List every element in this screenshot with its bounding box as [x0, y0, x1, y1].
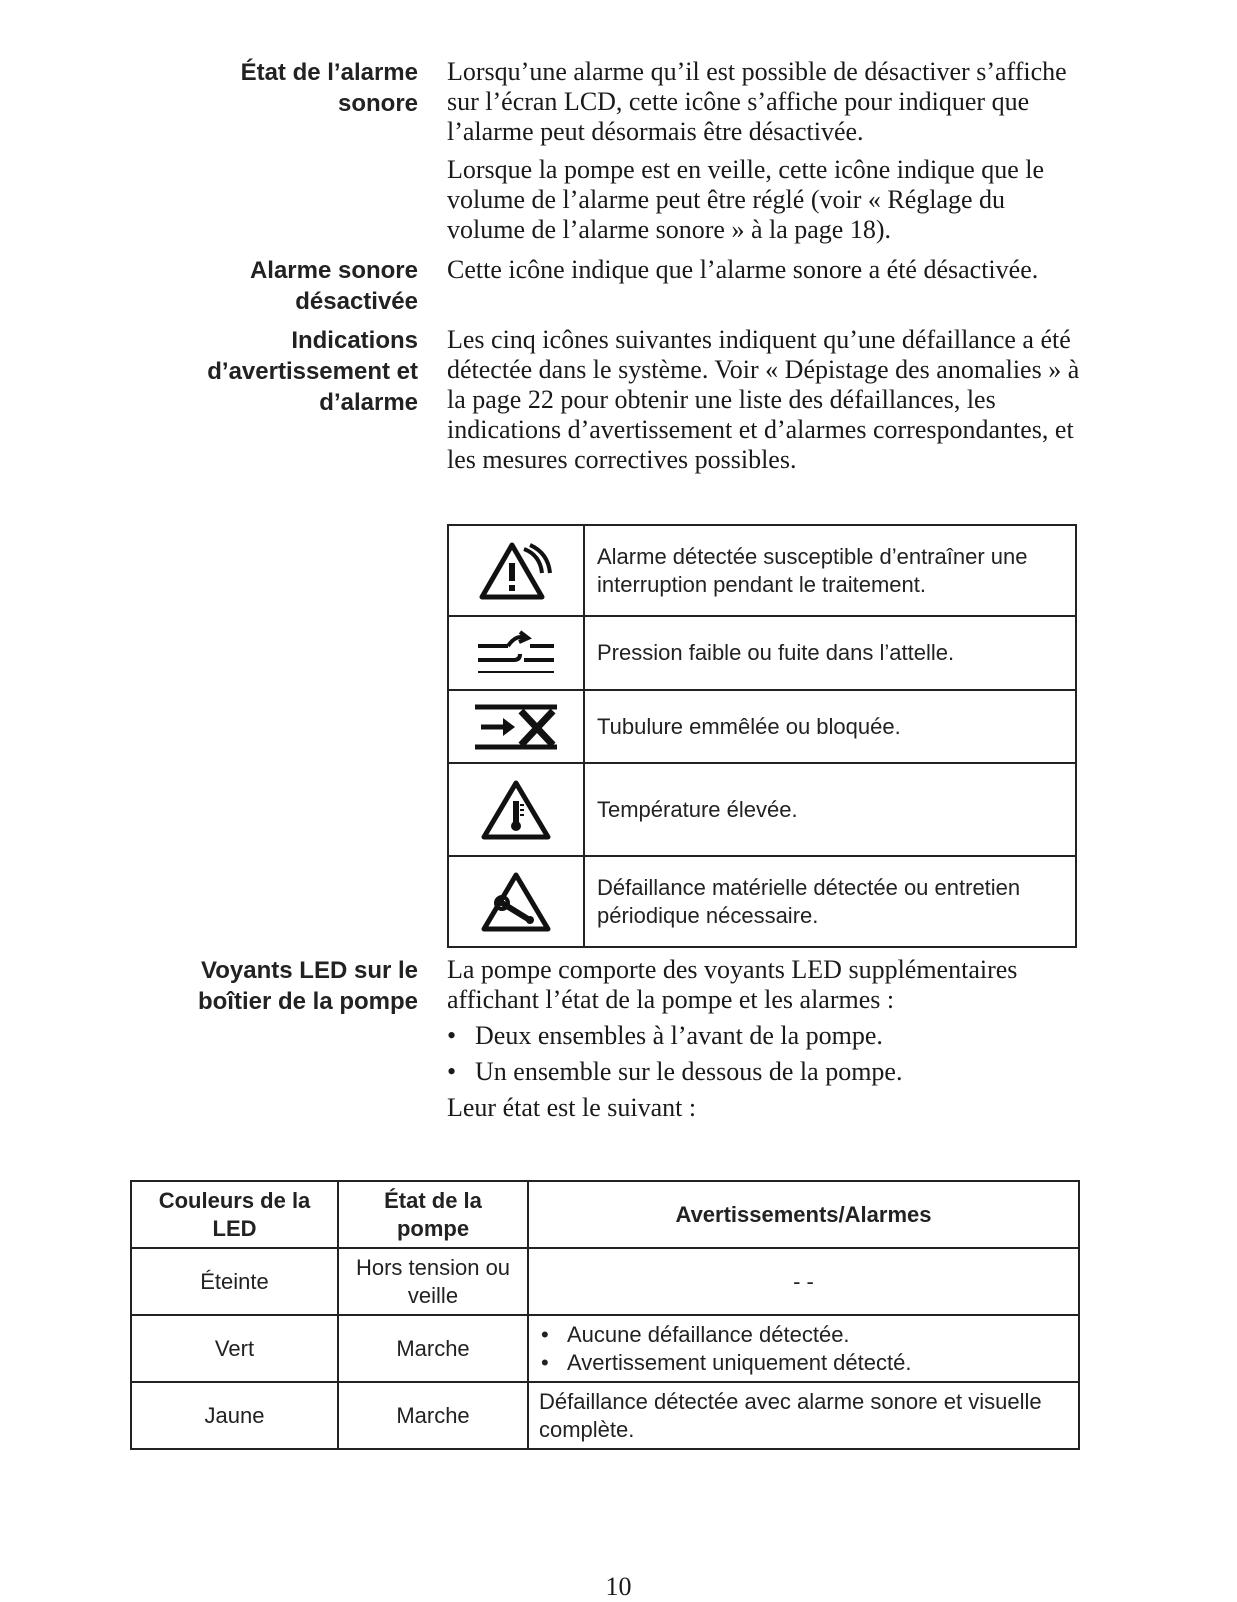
table-header-row — [131, 1181, 1079, 1248]
low-pressure-leak-icon — [449, 628, 583, 678]
list-item: • Deux ensembles à l’avant de la pompe. — [447, 1021, 1087, 1051]
icon-description: Défaillance matérielle détectée ou entretien périodique nécessaire. — [584, 856, 1076, 947]
table-row — [448, 763, 1076, 856]
table-cell: Vert — [131, 1315, 338, 1382]
list-item: • Un ensemble sur le dessous de la pompe. — [447, 1057, 1087, 1087]
table-cell: - - — [528, 1248, 1079, 1315]
table-cell: Marche — [338, 1315, 528, 1382]
list-item: • Aucune défaillance détectée. — [541, 1321, 1068, 1349]
intro-paragraph: La pompe comporte des voyants LED supplémentaires affichant l’état de la pompe et les alarmes : — [447, 955, 1018, 1014]
alarms-list — [539, 1321, 1068, 1377]
tubing-blocked-icon — [449, 701, 583, 753]
table-row — [448, 525, 1076, 616]
table-row — [448, 616, 1076, 690]
paragraph: Lorsque la pompe est en veille, cette icône indique que le volume de l’alarme peut être réglé (voir « Réglage du volume de l’alarme sonore » à la page 18). — [447, 155, 1045, 244]
outro-paragraph: Leur état est le suivant : — [447, 1093, 697, 1122]
table-row — [448, 856, 1076, 947]
icon-description: Alarme détectée susceptible d’entraîner une interruption pendant le traitement. — [584, 525, 1076, 616]
column-header: Avertissements/Alarmes — [528, 1181, 1079, 1248]
hardware-failure-wrench-icon — [449, 869, 583, 935]
table-row — [131, 1315, 1079, 1382]
led-status-table — [130, 1180, 1080, 1450]
table-cell: Marche — [338, 1382, 528, 1449]
body-indications: Les cinq icônes suivantes indiquent qu’une défaillance a été détectée dans le système. Voir « Dépistage des anomalies » à la page 22 pour obtenir une liste des défaillances, les indications d’avertissement et d’alarmes correspondantes, et les mesures correctives possibles. — [447, 325, 1080, 474]
warning-icons-table — [447, 524, 1077, 948]
icon-description: Tubulure emmêlée ou bloquée. — [584, 690, 1076, 763]
table-cell: Éteinte — [131, 1248, 338, 1315]
table-row — [131, 1382, 1079, 1449]
high-temperature-icon — [449, 777, 583, 843]
page-number: 10 — [605, 1572, 632, 1601]
body-etat-alarme-sonore — [447, 57, 1087, 245]
table-cell: Jaune — [131, 1382, 338, 1449]
table-row — [448, 690, 1076, 763]
bullet-list — [447, 1021, 1087, 1087]
table-cell: Hors tension ou veille — [338, 1248, 528, 1315]
list-item: • Avertissement uniquement détecté. — [541, 1349, 1068, 1377]
label-voyants-led: Voyants LED sur le boîtier de la pompe — [197, 957, 418, 1015]
column-header: État de la pompe — [338, 1181, 528, 1248]
label-etat-alarme-sonore: État de l’alarme sonore — [240, 59, 418, 117]
column-header: Couleurs de la LED — [131, 1181, 338, 1248]
icon-description: Pression faible ou fuite dans l’attelle. — [584, 616, 1076, 690]
label-indications: Indications d’avertissement et d’alarme — [207, 327, 418, 416]
label-alarme-sonore-desactivee: Alarme sonore désactivée — [249, 257, 418, 315]
warning-alarm-icon — [449, 537, 583, 605]
body-alarme-sonore-desactivee: Cette icône indique que l’alarme sonore a été désactivée. — [447, 255, 1039, 284]
table-row — [131, 1248, 1079, 1315]
table-cell: Défaillance détectée avec alarme sonore et visuelle complète. — [528, 1382, 1079, 1449]
body-voyants-led — [447, 955, 1087, 1123]
icon-description: Température élevée. — [584, 763, 1076, 856]
table-cell — [528, 1315, 1079, 1382]
paragraph: Lorsqu’une alarme qu’il est possible de désactiver s’affiche sur l’écran LCD, cette icône s’affiche pour indiquer que l’alarme peut désormais être désactivée. — [447, 57, 1067, 146]
